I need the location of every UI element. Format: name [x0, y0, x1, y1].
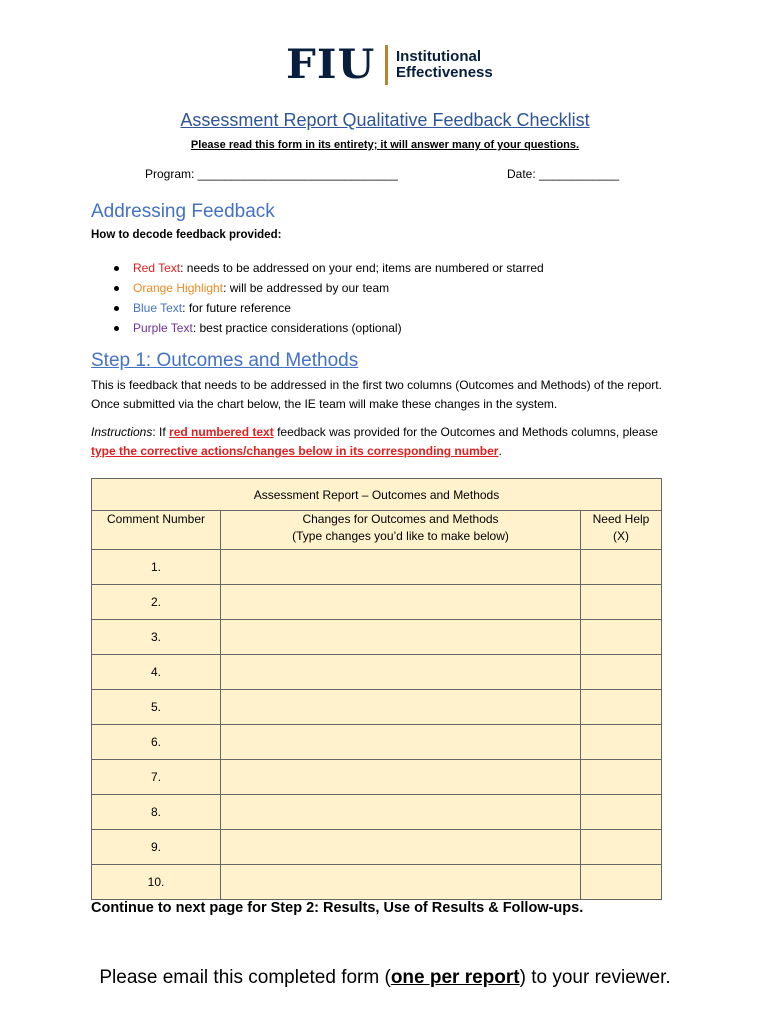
logo-text: [396, 49, 493, 81]
column-header-changes: [221, 511, 581, 550]
feedback-legend-list: [112, 258, 544, 338]
decode-intro: How to decode feedback provided:: [91, 229, 282, 241]
need-help-input-cell[interactable]: [581, 725, 662, 760]
fiu-logo: [286, 41, 493, 88]
need-help-input-cell[interactable]: [581, 865, 662, 900]
changes-input-cell[interactable]: [221, 585, 581, 620]
continue-note: Continue to next page for Step 2: Results, Use of Results & Follow-ups.: [91, 900, 584, 916]
legend-item-orange: [112, 278, 544, 298]
need-help-input-cell[interactable]: [581, 795, 662, 830]
legend-desc-purple: : best practice considerations (optional): [192, 321, 402, 335]
changes-input-cell[interactable]: [221, 725, 581, 760]
legend-key-orange: Orange Highlight: [133, 281, 224, 295]
need-help-input-cell[interactable]: [581, 760, 662, 795]
comment-number-cell: 1.: [92, 550, 221, 585]
bullet-icon: [114, 306, 119, 311]
legend-item-red: [112, 258, 544, 278]
instructions-red-corrective: type the corrective actions/changes below in its corresponding number: [91, 444, 499, 458]
comment-number-cell: 6.: [92, 725, 221, 760]
table-caption: Assessment Report – Outcomes and Methods: [92, 479, 662, 511]
legend-desc-red: : needs to be addressed on your end; items are numbered or starred: [180, 261, 544, 275]
need-help-input-cell[interactable]: [581, 655, 662, 690]
changes-input-cell[interactable]: [221, 690, 581, 725]
comment-number-cell: 3.: [92, 620, 221, 655]
bullet-icon: [114, 266, 119, 271]
column-header-changes-title: Changes for Outcomes and Methods: [302, 512, 499, 526]
table-row: [92, 760, 662, 795]
changes-input-cell[interactable]: [221, 655, 581, 690]
instructions-text-a: : If: [152, 425, 170, 439]
column-header-need-help-title: Need Help: [592, 512, 650, 526]
instructions-red-numbered: red numbered text: [169, 425, 274, 439]
need-help-input-cell[interactable]: [581, 585, 662, 620]
comment-number-cell: 7.: [92, 760, 221, 795]
legend-key-blue: Blue Text: [133, 301, 183, 315]
logo-text-line2: Effectiveness: [396, 64, 493, 81]
table-row: [92, 655, 662, 690]
table-row: [92, 690, 662, 725]
comment-number-cell: 10.: [92, 865, 221, 900]
comment-number-cell: 8.: [92, 795, 221, 830]
need-help-input-cell[interactable]: [581, 690, 662, 725]
changes-input-cell[interactable]: [221, 550, 581, 585]
need-help-input-cell[interactable]: [581, 620, 662, 655]
changes-input-cell[interactable]: [221, 760, 581, 795]
column-header-need-help-mark: (X): [613, 529, 629, 543]
changes-input-cell[interactable]: [221, 865, 581, 900]
table-row: [92, 725, 662, 760]
table-row: [92, 865, 662, 900]
table-row: [92, 830, 662, 865]
comment-number-cell: 4.: [92, 655, 221, 690]
email-text-b: ) to your reviewer.: [519, 967, 671, 988]
table-row: [92, 620, 662, 655]
table-row: [92, 550, 662, 585]
need-help-input-cell[interactable]: [581, 550, 662, 585]
instructions-text-b: feedback was provided for the Outcomes and Methods columns, please: [273, 425, 658, 439]
date-field[interactable]: Date: ____________: [507, 167, 620, 181]
column-header-comment-number: Comment Number: [92, 511, 221, 550]
page-title: Assessment Report Qualitative Feedback Checklist: [180, 110, 590, 130]
table-row: [92, 585, 662, 620]
outcomes-methods-table: [91, 478, 662, 900]
legend-desc-orange: : will be addressed by our team: [223, 281, 390, 295]
changes-input-cell[interactable]: [221, 795, 581, 830]
email-text-a: Please email this completed form (: [99, 967, 391, 988]
comment-number-cell: 5.: [92, 690, 221, 725]
table-row: [92, 795, 662, 830]
legend-key-red: Red Text: [133, 261, 181, 275]
comment-number-cell: 9.: [92, 830, 221, 865]
step1-instructions: [91, 423, 671, 461]
changes-input-cell[interactable]: [221, 620, 581, 655]
instructions-text-c: .: [498, 444, 502, 458]
email-emphasis: one per report: [390, 967, 520, 988]
changes-input-cell[interactable]: [221, 830, 581, 865]
bullet-icon: [114, 286, 119, 291]
bullet-icon: [114, 326, 119, 331]
step1-heading: Step 1: Outcomes and Methods: [91, 350, 359, 371]
legend-key-purple: Purple Text: [133, 321, 193, 335]
fiu-logo-mark: FIU: [286, 41, 376, 88]
instructions-label: Instructions: [91, 425, 153, 439]
page-subtitle: Please read this form in its entirety; it will answer many of your questions.: [190, 139, 580, 151]
step1-description: This is feedback that needs to be addressed in the first two columns (Outcomes and Methods) of the report. Once submitted via the chart below, the IE team will make these changes in the system.: [91, 378, 662, 411]
legend-desc-blue: : for future reference: [182, 301, 291, 315]
column-header-changes-hint: (Type changes you’d like to make below): [292, 529, 509, 543]
column-header-need-help: [581, 511, 662, 550]
addressing-feedback-heading: Addressing Feedback: [91, 201, 275, 222]
comment-number-cell: 2.: [92, 585, 221, 620]
email-instruction: [0, 967, 770, 989]
program-field[interactable]: Program: ______________________________: [145, 167, 398, 181]
legend-item-purple: [112, 318, 544, 338]
logo-text-line1: Institutional: [396, 48, 481, 65]
logo-divider: [385, 45, 388, 85]
need-help-input-cell[interactable]: [581, 830, 662, 865]
legend-item-blue: [112, 298, 544, 318]
